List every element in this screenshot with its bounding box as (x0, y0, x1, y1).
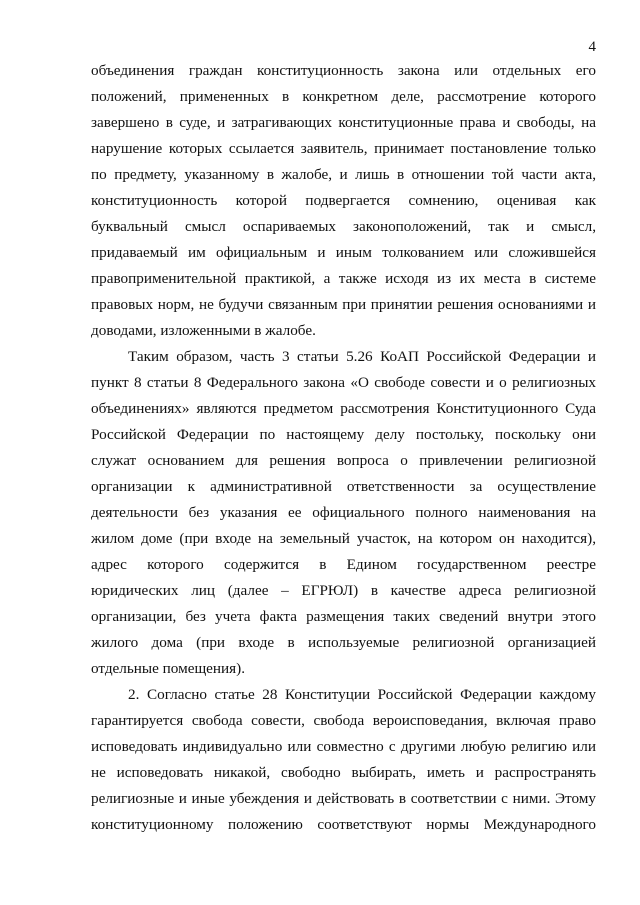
text-line: исповедовать индивидуально или совместно с другими любую религию или (91, 738, 596, 755)
text-line: завершено в суде, и затрагивающих конституционные права и свободы, на (91, 114, 596, 131)
text-line: конституционному положению соответствуют нормы Международного (91, 816, 596, 833)
text-line: объединения граждан конституционность закона или отдельных его (91, 62, 596, 79)
text-line: правоприменительной практикой, а также исходя из их места в системе (91, 270, 596, 287)
text-line: гарантируется свобода совести, свобода вероисповедания, включая право (91, 712, 596, 729)
text-line: буквальный смысл оспариваемых законоположений, так и смысл, (91, 218, 596, 235)
text-line: объединениях» являются предметом рассмотрения Конституционного Суда (91, 400, 596, 417)
text-line: не исповедовать никакой, свободно выбирать, иметь и распространять (91, 764, 596, 781)
text-line: религиозные и иные убеждения и действовать в соответствии с ними. Этому (91, 790, 596, 807)
paragraph-first-line: 2. Согласно статье 28 Конституции Российской Федерации каждому (128, 686, 596, 703)
document-body (91, 58, 596, 838)
paragraph-first-line: Таким образом, часть 3 статьи 5.26 КоАП Российской Федерации и (128, 348, 596, 365)
text-line: жилого дома (при входе в используемые религиозной организацией (91, 634, 596, 651)
text-line: положений, примененных в конкретном деле, рассмотрение которого (91, 88, 596, 105)
text-line: нарушение которых ссылается заявитель, принимает постановление только (91, 140, 596, 157)
text-line: юридических лиц (далее – ЕГРЮЛ) в качестве адреса религиозной (91, 582, 596, 599)
text-line: конституционность которой подвергается сомнению, оценивая как (91, 192, 596, 209)
text-line: организации, без учета факта размещения таких сведений внутри этого (91, 608, 596, 625)
text-line: отдельные помещения). (91, 660, 245, 677)
text-line: придаваемый им официальным и иным толкованием или сложившейся (91, 244, 596, 261)
text-line: Российской Федерации по настоящему делу постольку, поскольку они (91, 426, 596, 443)
page-number: 4 (588, 39, 596, 55)
text-line: по предмету, указанному в жалобе, и лишь в отношении той части акта, (91, 166, 596, 183)
text-line: деятельности без указания ее официального полного наименования на (91, 504, 596, 521)
text-line: правовых норм, не будучи связанным при принятии решения основаниями и (91, 296, 596, 313)
text-line: адрес которого содержится в Едином государственном реестре (91, 556, 596, 573)
text-line: жилом доме (при входе на земельный участок, на котором он находится), (91, 530, 596, 547)
text-line: организации к административной ответственности за осуществление (91, 478, 596, 495)
text-line: пункт 8 статьи 8 Федерального закона «О свободе совести и о религиозных (91, 374, 596, 391)
text-line: служат основанием для решения вопроса о привлечении религиозной (91, 452, 596, 469)
text-line: доводами, изложенными в жалобе. (91, 322, 316, 339)
